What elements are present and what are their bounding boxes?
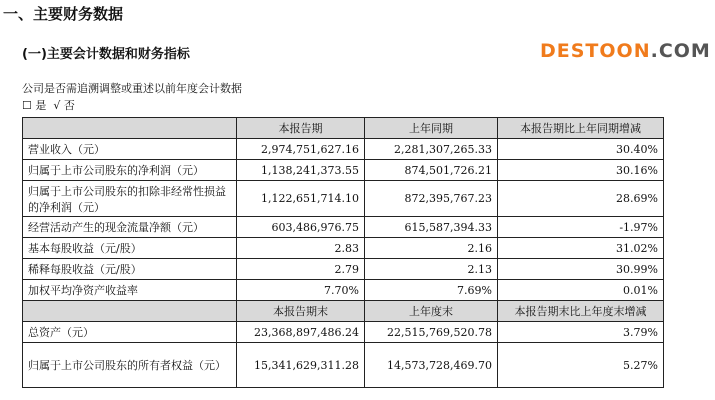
value-cell: 2,974,751,627.16 (237, 139, 365, 160)
table-row (23, 280, 664, 301)
value-cell: 22,515,769,520.78 (365, 322, 498, 343)
header-cell: 上年同期 (365, 118, 498, 139)
table-header-row (23, 118, 664, 139)
table-row (23, 160, 664, 181)
table-row (23, 139, 664, 160)
value-cell: 5.27% (498, 343, 664, 388)
table-header-row (23, 301, 664, 322)
row-label: 总资产（元） (23, 322, 237, 343)
row-label: 基本每股收益（元/股） (23, 238, 237, 259)
header-cell: 本报告期 (237, 118, 365, 139)
row-label: 归属于上市公司股东的扣除非经常性损益的净利润（元） (23, 181, 237, 217)
value-cell: 1,122,651,714.10 (237, 181, 365, 217)
value-cell: 2.83 (237, 238, 365, 259)
restatement-options (22, 97, 75, 113)
row-label: 稀释每股收益（元/股） (23, 259, 237, 280)
value-cell: 3.79% (498, 322, 664, 343)
watermark-part1: DESTOON (540, 40, 651, 62)
value-cell: 1,138,241,373.55 (237, 160, 365, 181)
value-cell: 2,281,307,265.33 (365, 139, 498, 160)
row-label: 归属于上市公司股东的所有者权益（元） (23, 343, 237, 388)
watermark-logo (540, 40, 711, 62)
value-cell: 14,573,728,469.70 (365, 343, 498, 388)
table-row (23, 322, 664, 343)
value-cell: 28.69% (498, 181, 664, 217)
table-row (23, 238, 664, 259)
value-cell: 2.16 (365, 238, 498, 259)
value-cell: 30.16% (498, 160, 664, 181)
value-cell: 7.70% (237, 280, 365, 301)
section-heading: 一、主要财务数据 (3, 5, 124, 23)
value-cell: 2.79 (237, 259, 365, 280)
value-cell: 15,341,629,311.28 (237, 343, 365, 388)
value-cell: 0.01% (498, 280, 664, 301)
value-cell: 7.69% (365, 280, 498, 301)
row-label: 营业收入（元） (23, 139, 237, 160)
value-cell: 30.99% (498, 259, 664, 280)
value-cell: 603,486,976.75 (237, 217, 365, 238)
value-cell: 30.40% (498, 139, 664, 160)
value-cell: 31.02% (498, 238, 664, 259)
value-cell: 23,368,897,486.24 (237, 322, 365, 343)
value-cell: 874,501,726.21 (365, 160, 498, 181)
value-cell: 2.13 (365, 259, 498, 280)
header-cell: 本报告期末 (237, 301, 365, 322)
table-row (23, 259, 664, 280)
table-row (23, 343, 664, 388)
value-cell: -1.97% (498, 217, 664, 238)
header-cell: 上年度末 (365, 301, 498, 322)
row-label: 归属于上市公司股东的净利润（元） (23, 160, 237, 181)
table-row (23, 181, 664, 217)
checkbox-icon: ☐ (22, 99, 32, 112)
row-label: 加权平均净资产收益率 (23, 280, 237, 301)
value-cell: 615,587,394.33 (365, 217, 498, 238)
row-label: 经营活动产生的现金流量净额（元） (23, 217, 237, 238)
subsection-heading: (一)主要会计数据和财务指标 (22, 47, 190, 62)
restatement-question: 公司是否需追溯调整或重述以前年度会计数据 (22, 82, 242, 95)
financial-data-table (22, 117, 664, 388)
watermark-part2: .COM (650, 40, 711, 62)
table-row (23, 217, 664, 238)
header-cell: 本报告期比上年同期增减 (498, 118, 664, 139)
header-cell (23, 301, 237, 322)
checkmark-icon: √ (53, 99, 61, 112)
option-no: 否 (63, 99, 75, 112)
value-cell: 872,395,767.23 (365, 181, 498, 217)
option-yes: 是 (35, 99, 47, 112)
header-cell (23, 118, 237, 139)
header-cell: 本报告期末比上年度末增减 (498, 301, 664, 322)
